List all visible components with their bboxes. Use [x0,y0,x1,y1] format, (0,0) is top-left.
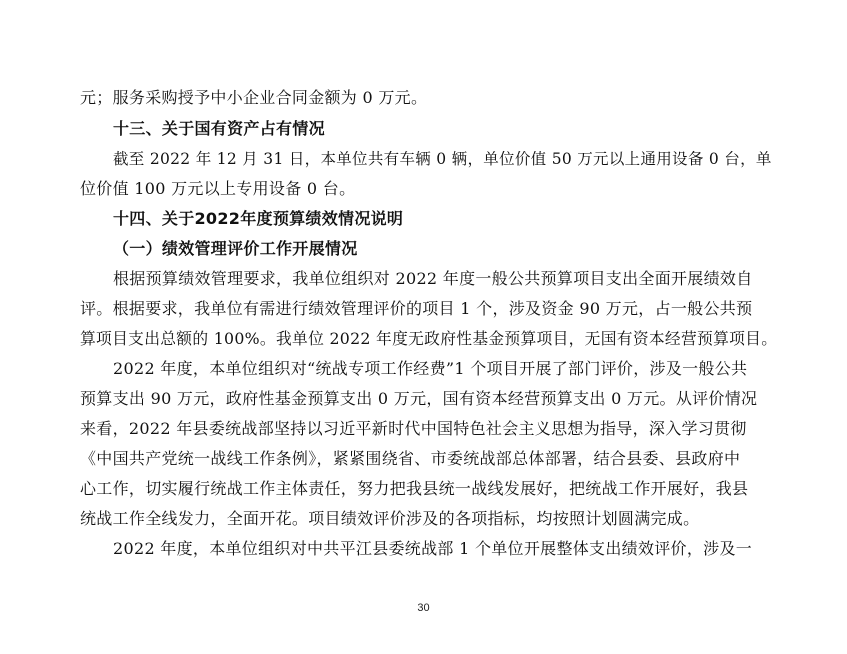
text-line-8: 评。根据要求，我单位有需进行绩效管理评价的项目 1 个，涉及资金 90 万元，占一般公共预 [80,299,753,318]
text-line-4: 位价值 100 万元以上专用设备 0 台。 [80,179,356,198]
text-line-7: 根据预算绩效管理要求，我单位组织对 2022 年度一般公共预算项目支出全面开展绩效自 [113,269,753,288]
page-number: 30 [417,602,430,614]
text-line-11: 预算支出 90 万元，政府性基金预算支出 0 万元，国有资本经营预算支出 0 万元。从评价情况 [80,389,758,408]
text-line-1: 元；服务采购授予中小企业合同金额为 0 万元。 [80,88,428,107]
text-line-16: 2022 年度，本单位组织对中共平江县委统战部 1 个单位开展整体支出绩效评价，涉及一 [113,539,753,558]
text-line-14: 心工作，切实履行统战工作主体责任，努力把我县统一战线发展好，把统战工作开展好，我县 [80,479,749,498]
text-line-15: 统战工作全线发力，全面开花。项目绩效评价涉及的各项指标，均按照计划圆满完成。 [80,509,700,528]
section-heading-13: 十三、关于国有资产占有情况 [113,119,325,138]
text-line-9: 算项目支出总额的 100%。我单位 2022 年度无政府性基金预算项目，无国有资本经营预算项目。 [80,329,778,348]
section-heading-14: 十四、关于2022年度预算绩效情况说明 [113,209,404,228]
text-line-12: 来看，2022 年县委统战部坚持以习近平新时代中国特色社会主义思想为指导，深入学习贯彻 [80,419,747,438]
text-line-10: 2022 年度，本单位组织对“统战专项工作经费”1 个项目开展了部门评价，涉及一般公共 [113,359,748,378]
text-line-13: 《中国共产党统一战线工作条例》，紧紧围绕省、市委统战部总体部署，结合县委、县政府中 [80,449,741,468]
subsection-heading-1: （一）绩效管理评价工作开展情况 [113,239,358,258]
text-line-3: 截至 2022 年 12 月 31 日，本单位共有车辆 0 辆，单位价值 50 万元以上通用设备 0 台，单 [113,150,772,168]
